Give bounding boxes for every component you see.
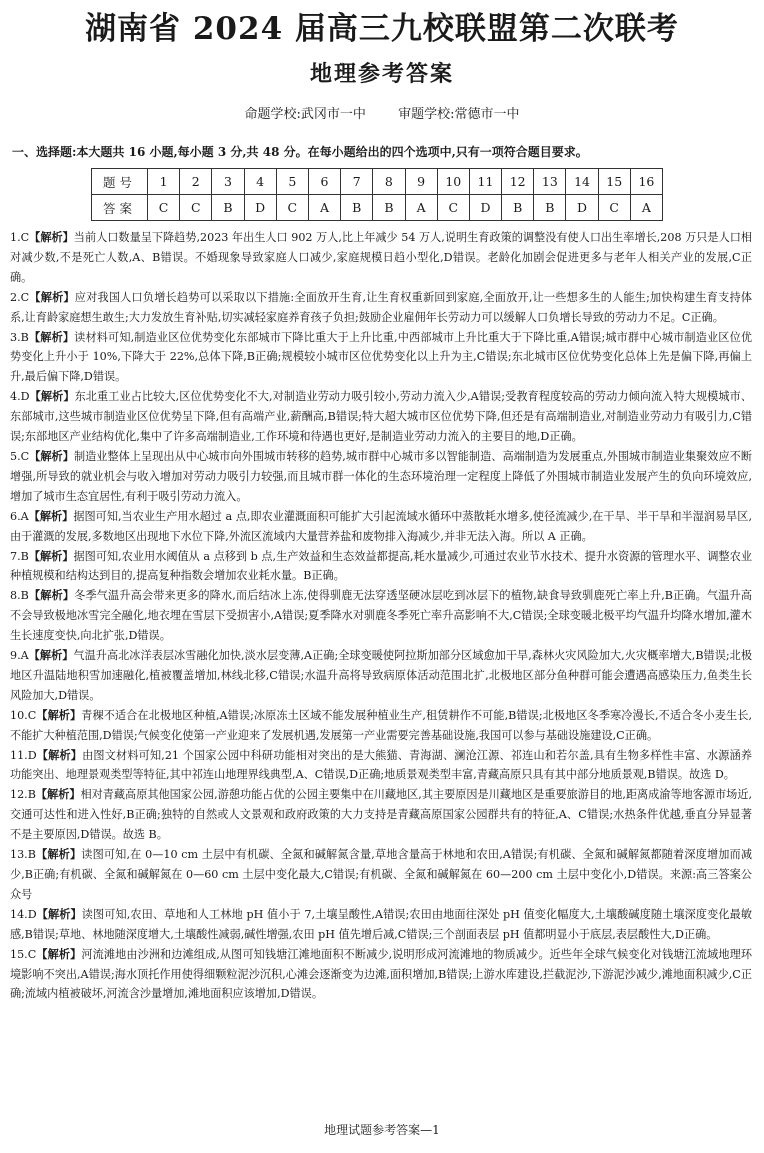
section-heading: 一、选择题:本大题共 16 小题,每小题 3 分,共 48 分。在每小题给出的四个选项中,只有一项符合题目要求。: [12, 145, 588, 159]
page-subtitle: 地理参考答案: [309, 61, 454, 87]
answer-table: [91, 168, 663, 221]
question-number: 15: [598, 169, 630, 195]
question-number: 8: [373, 169, 405, 195]
item-number: 4.D: [10, 390, 30, 404]
answer-cell: B: [373, 195, 405, 221]
explanation-item: [10, 547, 752, 587]
explanation-text: 气温升高北冰洋表层冰雪融化加快,淡水层变薄,A正确;全球变暖使阿拉斯加部分区域愈加干旱,森林火灾风险加大,火灾概率增大,B错误;北极地区升温陆地积雪加速融化,植被覆盖增加,林线北移,C错误;水温升高将导致病原体活动范围北扩,北极地区部分鱼种群可能会遭遇高感染压力,鱼类生长风险加大,D错误。: [10, 649, 752, 702]
question-number: 13: [534, 169, 566, 195]
explanation-item: [10, 905, 752, 945]
question-number: 16: [630, 169, 662, 195]
explanation-text: 青稞不适合在北极地区种植,A错误;冰原冻土区域不能发展种植业生产,租赁耕作不可能,B错误;北极地区冬季寒冷漫长,不适合冬小麦生长,不能扩大种植范围,D错误;气候变化使第一产业迎来了发展机遇,发展第一产业需要完善基础设施,我国可以参与基础设施建设,C正确。: [10, 708, 752, 742]
answer-cell: C: [598, 195, 630, 221]
explanation-text: 应对我国人口负增长趋势可以采取以下措施:全面放开生育,让生育权重新回到家庭,全面放开,让一些想多生的人能生;加快构建生育支持体系,让育龄家庭想生敢生;大力发放生育补贴,切实减轻家庭养育孩子负担;鼓励企业雇佣年长劳动力可以缓解人口负增长导致的劳动力不足。C正确。: [10, 290, 752, 324]
item-number: 10.C: [10, 708, 37, 722]
question-number: 7: [341, 169, 373, 195]
item-number: 3.B: [10, 330, 29, 344]
question-number: 11: [469, 169, 501, 195]
explanation-item: [10, 706, 752, 746]
question-number: 6: [308, 169, 340, 195]
question-number: 9: [405, 169, 437, 195]
explanation-item: [10, 228, 752, 288]
item-number: 6.A: [10, 509, 29, 523]
answer-cell: C: [276, 195, 308, 221]
question-number: 14: [566, 169, 598, 195]
question-number: 2: [180, 169, 212, 195]
explanation-text: 读材料可知,制造业区位优势变化东部城市下降比重大于上升比重,中西部城市上升比重大于下降比重,A错误;城市群中心城市制造业区位优势变化上升小于 10%,下降大于 22%,总体下降,B正确;规模较小城市区位优势变化以上升为主,C错误;东北城市区位优势变化总体上先是偏下降,再偏上升,最后偏下降,D错误。: [10, 330, 753, 384]
explanation-text: 相对青藏高原其他国家公园,游憩功能占优的公园主要集中在川藏地区,其主要原因是川藏地区是重要旅游目的地,距离成渝等地客源市场近,交通可达性和进入性好,B正确;独特的自然或人文景观和政府政策的大力支持是青藏高原国家公园群共有的特征,A、C错误;水热条件优越,垂直分异显著不是主要原因,D错误。故选 B。: [10, 788, 753, 842]
analysis-tag: 【解析】: [29, 390, 75, 404]
analysis-tag: 【解析】: [36, 708, 82, 722]
explanation-text: 制造业整体上呈现出从中心城市向外围城市转移的趋势,城市群中心城市多以智能制造、高端制造为发展重点,外围城市制造业集聚效应不断增强,所导致的就业机会与收入增加对劳动力吸引力较强,而且城市群一体化的生态环境治理一定程度上降低了外围城市制造业发展产生的负向环境效应,增加了城市生态宜居性,有利于吸引劳动力流入。: [10, 449, 752, 503]
analysis-tag: 【解析】: [28, 649, 74, 663]
question-number: 12: [502, 169, 534, 195]
answer-cell: A: [308, 195, 340, 221]
analysis-tag: 【解析】: [28, 509, 74, 523]
explanation-item: [10, 507, 752, 547]
explanation-text: 当前人口数量呈下降趋势,2023 年出生人口 902 万人,比上年减少 54 万人,说明生育政策的调整没有使人口出生率增长,208 万只是人口相对减少数,不是死亡人数,A、B错误。不婚现象导致家庭人口减少,家庭规模日趋小型化,D错误。老龄化加剧会促进更多与老年人相关产业的发展,C正确。: [10, 231, 753, 284]
item-number: 2.C: [10, 290, 30, 304]
explanation-item: [10, 328, 752, 388]
answer-cell: B: [341, 195, 373, 221]
explanation-item: [10, 387, 752, 447]
question-number: 10: [437, 169, 469, 195]
answer-cell: D: [244, 195, 276, 221]
explanation-text: 据图可知,当农业生产用水超过 a 点,即农业灌溉面积可能扩大引起流域水循环中蒸散耗水增多,使径流减少,在干旱、半干旱和半湿润易旱区,由于灌溉的发展,多数地区出现地下水位下降,外流区流域内大量营养盐和废物排入海减少,并非无法入海。所以 A 正确。: [10, 509, 753, 543]
answer-cell: B: [534, 195, 566, 221]
item-number: 13.B: [10, 848, 36, 862]
explanation-item: [10, 447, 752, 507]
explanation-text: 东北重工业占比较大,区位优势变化不大,对制造业劳动力吸引较小,劳动力流入少,A错误;受教育程度较高的劳动力倾向流入特大规模城市、东部城市,这些城市制造业区位优势呈下降,但有高端产业,薪酬高,B错误;特大超大城市区位优势下降,但还是有高端制造业,对制造业劳动力有吸引力,C错误;东部地区产业结构优化,集中了许多高端制造业,工作环境和待遇也更好,是制造业劳动力流入的主要目的地,D正确。: [10, 390, 753, 444]
explanation-text: 读图可知,农田、草地和人工林地 pH 值小于 7,土壤呈酸性,A错误;农田由地面往深处 pH 值变化幅度大,土壤酸碱度随土壤深度变化最敏感,B错误;草地、林地随深度增大,土壤酸性减弱,碱性增强,农田 pH 值先增后减,C错误;三个剖面表层 pH 值都明显小于底层,表层酸性大,D正确。: [10, 907, 753, 941]
analysis-tag: 【解析】: [29, 449, 74, 463]
explanation-item: [10, 845, 752, 905]
explanation-list: [10, 228, 752, 1004]
analysis-tag: 【解析】: [29, 231, 74, 244]
item-number: 15.C: [10, 947, 37, 961]
item-number: 8.B: [10, 589, 29, 603]
answer-table-answer-row: [92, 195, 663, 221]
explanation-text: 由图文材料可知,21 个国家公园中科研功能相对突出的是大熊猫、青海湖、澜沧江源、祁连山和若尔盖,具有生物多样性丰富、水源涵养功能突出、地理景观类型等特征,其中祁连山地理界线典型,A、C错误,D正确;地质景观类型丰富,青藏高原只具有其中部分地质景观,B错误。故选 D。: [10, 748, 752, 782]
analysis-tag: 【解析】: [29, 290, 75, 304]
item-number: 7.B: [10, 549, 29, 563]
explanation-text: 读图可知,在 0—10 cm 土层中有机碳、全氮和碱解氮含量,草地含量高于林地和农田,A错误;有机碳、全氮和碱解氮都随着深度增加而减少,B正确;有机碳、全氮和碱解氮在 0—60 cm 土层中变化最大,C错误;有机碳、全氮和碱解氮在 60—200 cm 土层中变化小,D错误。来源:高三答案公众号: [10, 848, 752, 901]
analysis-tag: 【解析】: [35, 848, 82, 862]
answer-cell: B: [212, 195, 244, 221]
reviewer-school: 审题学校:常德市一中: [398, 107, 520, 122]
page-footer: 地理试题参考答案—1: [324, 1123, 440, 1137]
analysis-tag: 【解析】: [28, 589, 75, 603]
explanation-item: [10, 288, 752, 328]
item-number: 5.C: [10, 449, 30, 463]
answer-cell: C: [180, 195, 212, 221]
analysis-tag: 【解析】: [28, 330, 75, 344]
author-line: [0, 106, 764, 124]
row-label-number: 题号: [92, 169, 148, 195]
analysis-tag: 【解析】: [36, 748, 83, 762]
question-number: 1: [148, 169, 180, 195]
analysis-tag: 【解析】: [36, 907, 82, 921]
question-number: 5: [276, 169, 308, 195]
explanation-item: [10, 586, 752, 646]
explanation-item: [10, 646, 752, 706]
item-number: 14.D: [10, 907, 37, 921]
question-number: 4: [244, 169, 276, 195]
proposer-school: 命题学校:武冈市一中: [244, 107, 366, 122]
row-label-answer: 答案: [92, 195, 148, 221]
analysis-tag: 【解析】: [36, 947, 82, 961]
analysis-tag: 【解析】: [35, 788, 81, 802]
answer-cell: A: [630, 195, 662, 221]
explanation-item: [10, 785, 752, 845]
answer-cell: D: [566, 195, 598, 221]
explanation-text: 据图可知,农业用水阈值从 a 点移到 b 点,生产效益和生态效益都提高,耗水量减少,可通过农业节水技术、提升水资源的管理水平、调整农业种植规模和结构达到目的,提高复种指数会增加农业耗水量。B正确。: [10, 549, 752, 583]
item-number: 11.D: [10, 748, 37, 762]
answer-cell: A: [405, 195, 437, 221]
item-number: 12.B: [10, 788, 36, 802]
item-number: 9.A: [10, 649, 29, 663]
explanation-item: [10, 945, 752, 1005]
page-title: 湖南省 2024 届高三九校联盟第二次联考: [85, 11, 679, 47]
question-number: 3: [212, 169, 244, 195]
analysis-tag: 【解析】: [28, 549, 74, 563]
item-number: 1.C: [10, 231, 30, 244]
answer-cell: C: [148, 195, 180, 221]
answer-cell: D: [469, 195, 501, 221]
answer-cell: B: [502, 195, 534, 221]
explanation-item: [10, 746, 752, 786]
answer-cell: C: [437, 195, 469, 221]
explanation-text: 冬季气温升高会带来更多的降水,而后结冰上冻,使得驯鹿无法穿透坚硬冰层吃到冰层下的植物,缺食导致驯鹿死亡率上升,B正确。气温升高不会导致极地冰雪完全融化,地衣埋在雪层下受损害小,A错误;夏季降水对驯鹿冬季死亡率升高影响不大,C错误;全球变暖北极平均气温升均降水增加,灌木生长速度变快,向北扩张,D错误。: [10, 589, 752, 643]
explanation-text: 河流滩地由沙洲和边滩组成,从图可知钱塘江滩地面积不断减少,说明形成河流滩地的物质减少。近些年全球气候变化对钱塘江流域地理环境影响不突出,A错误;海水顶托作用使得细颗粒泥沙沉积,心滩会逐渐变为边滩,面积增加,B错误;上游水库建设,拦截泥沙,下游泥沙减少,滩地面积减少,C正确;流域内植被破坏,河流含沙量增加,滩地面积应该增加,D错误。: [10, 947, 752, 1001]
answer-table-number-row: [92, 169, 663, 195]
